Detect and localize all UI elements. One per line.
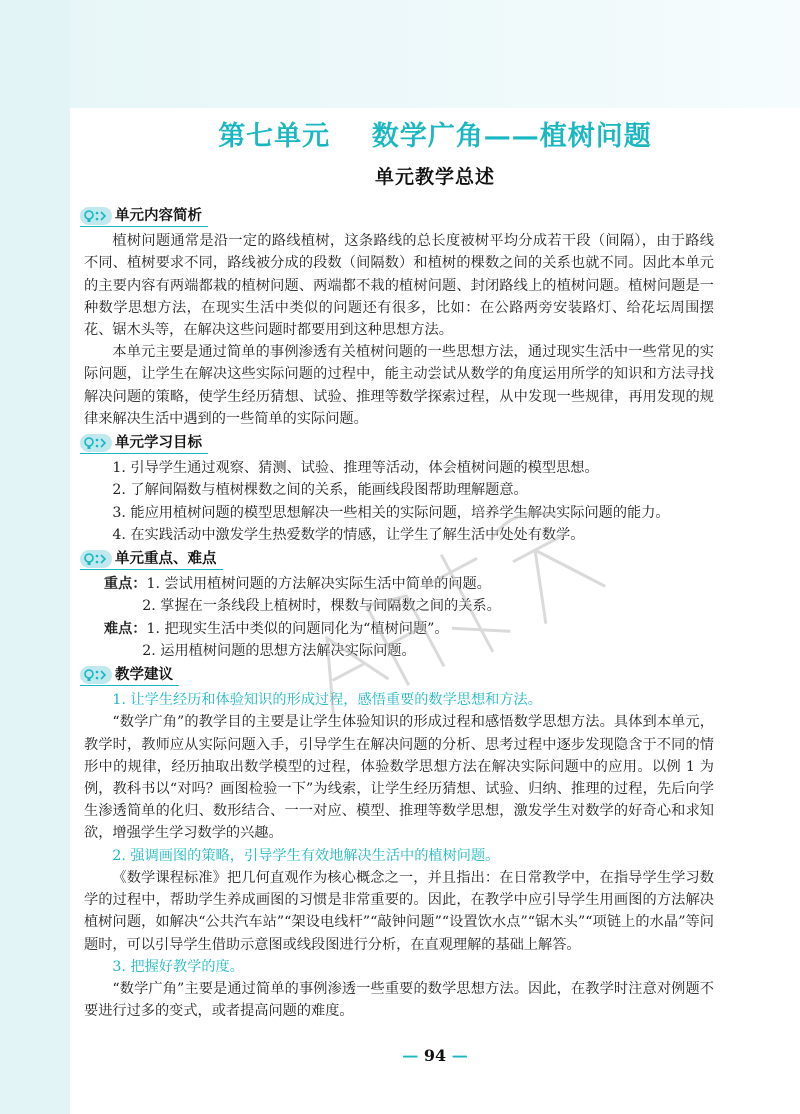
subheading: 3. 把握好教学的度。 bbox=[112, 958, 244, 975]
page-content bbox=[84, 203, 714, 1022]
difficulty-label: 难点： bbox=[103, 620, 147, 637]
footer-dash: — bbox=[402, 1046, 424, 1065]
paragraph: 本单元主要是通过简单的事例渗透有关植树问题的一些思想方法，通过现实生活中一些常见的实际问题，让学生在解决这些实际问题的过程中，能主动尝试从数学的角度运用所学的知识和方法寻找解决问题的策略，使学生经历猜想、试验、推理等数学探索过程，从中发现一些规律，再用发现的规律来解决生活中遇到的一些简单的实际问题。 bbox=[84, 344, 714, 427]
paragraph: “数学广角”主要是通过简单的事例渗透一些重要的数学思想方法。因此，在教学时注意对例题不要进行过多的变式，或者提高问题的难度。 bbox=[84, 980, 714, 1020]
list-item: 2. 了解间隔数与植树棵数之间的关系，能画线段图帮助理解题意。 bbox=[112, 482, 528, 499]
key-point bbox=[84, 573, 714, 595]
section-heading bbox=[80, 433, 208, 454]
key-label: 重点： bbox=[103, 576, 147, 593]
list-item: 1. 引导学生通过观察、猜测、试验、推理等活动，体会植树问题的模型思想。 bbox=[112, 460, 599, 477]
list-item: 4. 在实践活动中激发学生热爱数学的情感，让学生了解生活中处处有数学。 bbox=[112, 526, 585, 543]
lightbulb-icon bbox=[80, 207, 112, 225]
lightbulb-icon bbox=[80, 550, 112, 568]
difficult-point bbox=[84, 618, 714, 640]
subheading: 2. 强调画图的策略，引导学生有效地解决生活中的植树问题。 bbox=[112, 847, 500, 864]
section-title: 单元内容简析 bbox=[115, 206, 202, 224]
paragraph: 植树问题通常是沿一定的路线植树，这条路线的总长度被树平均分成若干段（间隔），由于路线不同、植树要求不同，路线被分成的段数（间隔数）和植树的棵数之间的关系也就不同。因此本单元的主要内容有两端都栽的植树问题、两端都不栽的植树问题、封闭路线上的植树问题。植树问题是一种数学思想方法，在现实生活中类似的问题还有很多，比如：在公路两旁安装路灯、给花坛周围摆花、锯木头等，在解决这些问题时都要用到这种思想方法。 bbox=[84, 233, 714, 339]
header-band bbox=[0, 0, 800, 108]
paragraph: 《数学课程标准》把几何直观作为核心概念之一，并且指出：在日常教学中，在指导学生学习数学的过程中，帮助学生养成画图的习惯是非常重要的。因此，在教学中应引导学生用画图的方法解决植树问题，如解决“公共汽车站”“架设电线杆”“敲钟问题”“设置饮水点”“锯木头”“项链上的水晶”等问题时，可以引导学生借助示意图或线段图进行分析，在直观理解的基础上解答。 bbox=[84, 869, 714, 953]
lightbulb-icon bbox=[80, 666, 112, 684]
section-heading bbox=[80, 206, 208, 227]
key-point-text: 2. 掌握在一条线段上植树时，棵数与间隔数之间的关系。 bbox=[142, 598, 501, 615]
footer-dash: — bbox=[446, 1046, 468, 1065]
subheading: 1. 让学生经历和体验知识的形成过程，感悟重要的数学思想和方法。 bbox=[112, 692, 542, 709]
difficult-point-text: 1. 把现实生活中类似的问题同化为“植树问题”。 bbox=[146, 620, 449, 637]
section-title: 教学建议 bbox=[115, 665, 173, 683]
list-item: 3. 能应用植树问题的模型思想解决一些相关的实际问题，培养学生解决实际问题的能力。 bbox=[112, 504, 670, 521]
section-heading bbox=[80, 665, 179, 686]
difficult-point-text: 2. 运用植树问题的思想方法解决实际问题。 bbox=[142, 642, 416, 659]
section-title: 单元重点、难点 bbox=[115, 549, 217, 567]
unit-title: 第七单元 数学广角——植树问题 bbox=[218, 121, 652, 152]
side-band bbox=[0, 0, 70, 1114]
section-heading bbox=[80, 549, 223, 570]
paragraph: “数学广角”的教学目的主要是让学生体验知识的形成过程和感悟数学思想方法。具体到本单元，教学时，教师应从实际问题入手，引导学生在解决问题的分析、思考过程中逐步发现隐含于不同的情形中的规律，经历抽取出数学模型的过程，体验数学思想方法在解决实际问题中的应用。以例 1 为例，教科书以“对吗？画图检验一下”为线索，让学生经历猜想、试验、归纳、推理的过程，先后向学生渗透简单的化归、数形结合、一一对应、模型、推理等数学思想，激发学生对数学的好奇心和求知欲，增强学生学习数学的兴趣。 bbox=[84, 714, 714, 842]
page-subtitle: 单元教学总述 bbox=[374, 166, 495, 188]
page-number: 94 bbox=[423, 1046, 447, 1065]
page-footer bbox=[70, 1046, 800, 1065]
section-title: 单元学习目标 bbox=[115, 433, 202, 451]
key-point-text: 1. 尝试用植树问题的方法解决实际生活中简单的问题。 bbox=[146, 576, 491, 593]
lightbulb-icon bbox=[80, 434, 112, 452]
